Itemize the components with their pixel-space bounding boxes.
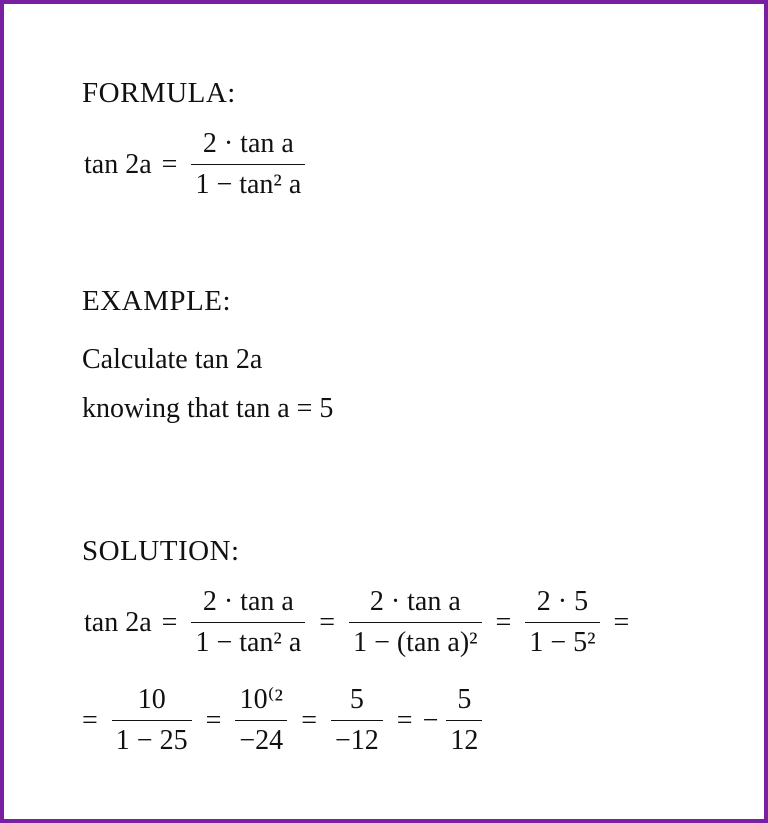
solution-fraction-7 xyxy=(446,680,482,761)
solution-fraction-5 xyxy=(235,680,287,761)
solution-heading: SOLUTION: xyxy=(82,535,240,567)
formula-lhs: tan 2a xyxy=(84,148,152,180)
fraction-numerator: 5 xyxy=(457,684,472,715)
fraction-denominator: 1 − 25 xyxy=(115,725,188,756)
equals-sign: = xyxy=(319,606,336,638)
formula-equation xyxy=(82,124,311,205)
fraction-denominator: −12 xyxy=(334,725,379,756)
fraction-numerator: 2 · tan a xyxy=(202,586,294,617)
solution-lhs: tan 2a xyxy=(84,606,152,638)
example-line-2: knowing that tan a = 5 xyxy=(82,393,334,424)
fraction-numerator: 2 · 5 xyxy=(536,586,589,617)
fraction-numerator: 2 · tan a xyxy=(369,586,461,617)
fraction-denominator: 12 xyxy=(450,725,479,756)
solution-row-1 xyxy=(82,582,637,663)
equals-sign: = xyxy=(301,704,317,736)
solution-row-2 xyxy=(82,680,488,761)
example-heading: EXAMPLE: xyxy=(82,285,231,317)
solution-fraction-1 xyxy=(191,582,305,663)
fraction-numerator: 5 xyxy=(349,684,364,715)
fraction-numerator: 10 xyxy=(137,684,166,715)
equals-sign: = xyxy=(396,704,413,736)
equals-sign: = xyxy=(495,606,512,638)
fraction-denominator: 1 − tan² a xyxy=(195,627,302,658)
solution-fraction-4 xyxy=(112,680,192,761)
solution-fraction-2 xyxy=(349,582,481,663)
equals-sign: = xyxy=(161,148,178,180)
fraction-denominator: −24 xyxy=(239,725,284,756)
fraction-denominator: 1 − tan² a xyxy=(195,169,302,200)
formula-fraction xyxy=(191,124,305,205)
fraction-numerator: 10⁽² xyxy=(239,684,283,715)
equals-sign: = xyxy=(82,704,98,736)
solution-fraction-6 xyxy=(331,680,383,761)
solution-fraction-3 xyxy=(525,582,599,663)
equals-sign: = xyxy=(613,606,630,638)
minus-sign: − xyxy=(422,704,439,736)
fraction-numerator: 2 · tan a xyxy=(202,128,294,159)
equals-sign: = xyxy=(205,704,222,736)
fraction-denominator: 1 − 5² xyxy=(529,627,596,658)
equals-sign: = xyxy=(161,606,178,638)
example-line-1: Calculate tan 2a xyxy=(82,344,263,375)
formula-heading: FORMULA: xyxy=(82,77,236,109)
fraction-denominator: 1 − (tan a)² xyxy=(353,627,478,658)
